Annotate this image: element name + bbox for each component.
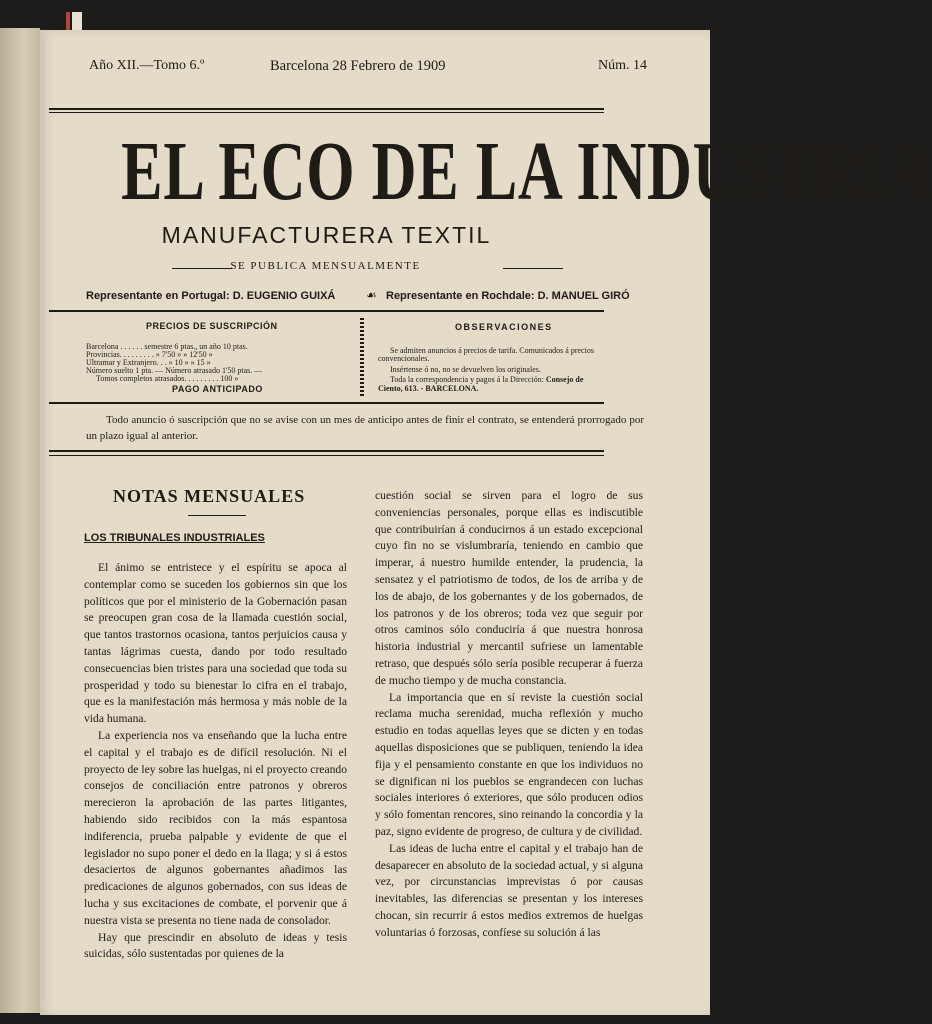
observations-line: convencionales. <box>378 354 430 363</box>
observations-title: OBSERVACIONES <box>455 322 553 332</box>
masthead-title: EL ECO DE LA INDUSTRIA <box>121 125 932 218</box>
info-box-rule-bottom <box>49 402 604 404</box>
article-column-left <box>84 560 347 963</box>
info-box-rule-top <box>49 310 604 312</box>
article-column-right <box>375 488 643 942</box>
representative-portugal: Representante en Portugal: D. EUGENIO GUIXÁ <box>86 290 336 302</box>
article-paragraph: La importancia que en sí reviste la cuestión social reclama mucha serenidad, mucha reflexión y mucho estudio en todas aquellas leyes que se dicten y en todas aquellas disposiciones que se publiquen, teniendo la idea fija y el pensamiento constante en que los individuos no se dignifican ni los pueblos se engrandecen con luchas sociales interiores ó exteriores, que sólo producen odios y sólo fomentan rencores, sino reinando la concordia y la paz, signo evidente de progreso, de cultura y de civilidad. <box>375 690 643 838</box>
observations-line: Se admiten anuncios á precios de tarifa. Comunicados á precios <box>390 346 594 355</box>
section-title-underline <box>188 515 246 516</box>
notice-paragraph: Todo anuncio ó suscripción que no se avise con un mes de anticipo antes de finir el contrato, se entenderá prorrogado por un plazo igual al anterior. <box>86 414 644 442</box>
notice-rule-top <box>49 450 604 452</box>
article-title: LOS TRIBUNALES INDUSTRIALES <box>84 532 265 544</box>
frequency-row <box>128 260 523 278</box>
adjacent-page-edge <box>0 28 40 1013</box>
frequency-line-right <box>503 268 563 269</box>
column-separator-ornament <box>360 318 364 396</box>
subscription-row: Número suelto 1 pta. — Número atrasado 1'50 ptas. — <box>86 366 263 375</box>
issue-date: Barcelona 28 Febrero de 1909 <box>270 58 446 74</box>
article-paragraph: La experiencia nos va enseñando que la lucha entre el capital y el trabajo es de difícil resolución. Ni el proyecto de ley sobre las huelgas, ni el proyecto creando consejos de conciliación entre patronos y obreros merecieron la aprobación de las partes litigantes, habiendo sido recibidos con la más espantosa indiferencia, prueba palpable y evidente de que el legislador no supo poner el dedo en la llaga; y si á estos desaciertos de algunos gobernantes añadimos las predicaciones de algunos gobernados, con sus ideas de lucha y sus excitaciones de combate, el porvenir que á nuestra vista se presenta no tiene nada de consolador. <box>84 728 347 927</box>
issue-number: Núm. 14 <box>598 58 647 73</box>
section-title: NOTAS MENSUALES <box>113 486 306 506</box>
observations-address-line: Ciento, 613. - BARCELONA. <box>378 384 479 393</box>
article-paragraph: Las ideas de lucha entre el capital y el trabajo han de desaparecer en absoluto de la sociedad actual, y si alguna vez, por circunstancias imprevistas ó por causas inevitables, las diferencias se presentan y los intereses chocan, sin recurrir á estos medios extremos de huelgas voluntarias ó forzosas, confíese su solución á las <box>375 841 643 939</box>
subscription-row: Ultramar y Extranjero. . . » 10 » » 15 » <box>86 358 211 367</box>
subscription-row: Tomos completos atrasados. . . . . . . . . 100 » <box>96 374 239 383</box>
payment-note: PAGO ANTICIPADO <box>172 384 263 394</box>
observations-text: Toda la correspondencia y pagos á la Dirección: <box>390 375 546 384</box>
masthead-subtitle: MANUFACTURERA TEXTIL <box>161 222 492 248</box>
subscription-row: Barcelona . . . . . . semestre 6 ptas., un año 10 ptas. <box>86 342 248 351</box>
binding-tab-red <box>66 12 70 30</box>
ornament-icon: ☙ <box>366 288 377 302</box>
article-paragraph: El ánimo se entristece y el espíritu se apoca al contemplar como se suceden los gobiernos sin que los políticos que por el ministerio de la Gobernación pasan se preocupen gran cosa de la llamada cuestión social, que tantos trastornos ocasiona, tantos perjuicios causa y tantas lágrimas cuesta, dando por todo resultado consecuencias bien tristes para una sociedad que toda su prosperidad y todo su bienestar lo cifra en el trabajo, que es la manifestación más hermosa y más noble de la vida humana. <box>84 561 347 726</box>
article-paragraph: cuestión social se sirven para el logro de sus conveniencias personales, porque ellas es indiscutible que contribuirían á conducirnos á un estado excepcional cuyo fin no se vislumbraría, teniendo en cambio que imperar, á nuestro humilde entender, la prudencia, la sensatez y el patriotismo de todos, de los de arriba y de los de abajo, de los gobernantes y de los gobernados, de los patronos y de los obreros; toda vez que seguir por otros caminos sólo conduciría á que nuestra honrosa historia industrial y mercantil sufriese un lamentable retraso, que después sólo sería posible recuperar á fuerza de mucho tiempo y de mucha constancia. <box>375 489 643 687</box>
subscription-row: Provincias. . . . . . . . . » 7'50 » » 12'50 » <box>86 350 213 359</box>
notice-rule-bottom <box>49 455 604 456</box>
subscription-title: PRECIOS DE SUSCRIPCIÓN <box>146 321 278 331</box>
frequency-text: SE PUBLICA MENSUALMENTE <box>230 260 421 272</box>
binding-tab-white <box>72 12 82 30</box>
observations-line: Insértense ó no, no se devuelven los originales. <box>390 365 541 374</box>
observations-line <box>390 375 583 384</box>
representative-rochdale: Representante en Rochdale: D. MANUEL GIRÓ <box>386 290 630 302</box>
observations-address: Consejo de <box>545 375 584 384</box>
header-rule-bottom <box>49 112 604 113</box>
header-rule-top <box>49 108 604 110</box>
volume-label: Año XII.—Tomo 6.º <box>89 58 205 73</box>
article-paragraph: Hay que prescindir en absoluto de ideas y tesis suicidas, sólo sustentadas por quienes de la <box>84 930 347 961</box>
